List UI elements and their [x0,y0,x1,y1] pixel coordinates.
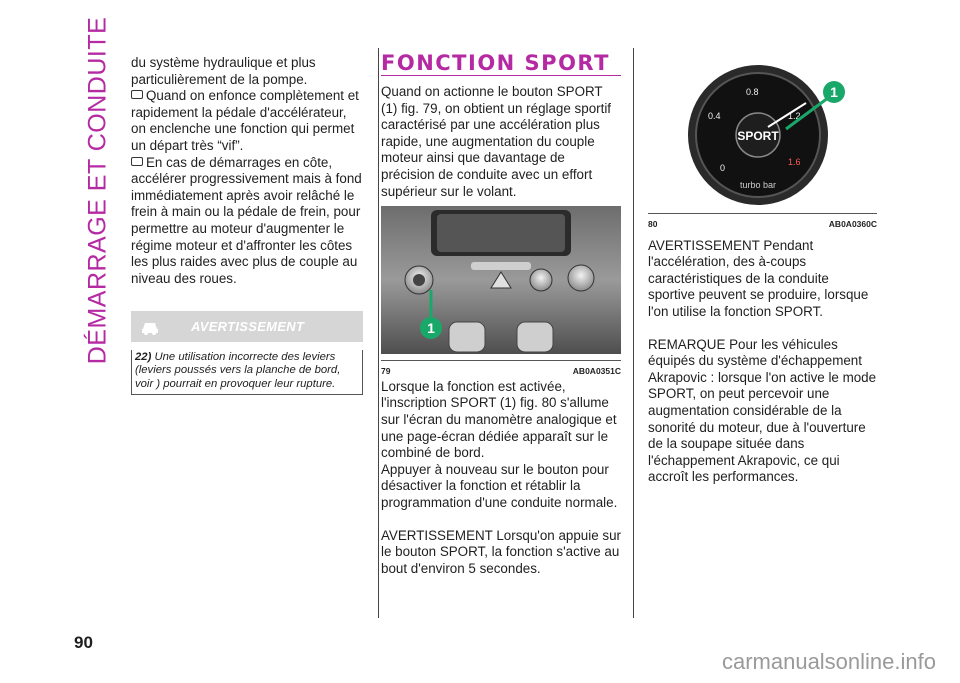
figure-79 [381,206,621,375]
gauge-sub-label: turbo bar [739,180,777,190]
paragraph: Quand on actionne le bouton SPORT (1) fig. 79, on obtient un réglage sportif caractérisé par une accélération plus rapide, une augmentation du couple moteur ainsi que davantage de précision de conduite avec un effort supérieur sur le volant. [381,84,612,199]
note-icon [131,157,143,166]
paragraph: REMARQUE Pour les véhicules équipés du système d'échappement Akrapovic : lorsque l'on active le mode SPORT, on peut percevoir une augmentation considérable de la sonorité du moteur, due à l'ouverture de la soupape située dans l'échappement Akrapovic, ce qui accroît les performances. [648,336,877,485]
figure-code: AB0A0360C [828,218,877,229]
callout-1: 1 [427,320,435,337]
car-warning-icon [139,315,161,337]
section-title-text: DÉMARRAGE ET CONDUITE [83,16,112,364]
callout-1: 1 [830,84,838,100]
figure-80 [648,59,877,228]
figure-number: 79 [381,365,391,376]
column-left [131,55,363,287]
warning-box [131,311,363,395]
column-divider [378,48,379,618]
warning-title: AVERTISSEMENT [191,319,305,334]
paragraph-bullet [131,88,363,154]
section-title-vertical [80,16,116,364]
gauge-tick-label: 0.4 [708,111,721,121]
paragraph: Appuyer à nouveau sur le bouton pour désactiver la fonction et rétablir la programmation d'une conduite normale. [381,461,618,510]
watermark: carmanualsonline.info [721,649,936,674]
paragraph: Lorsque la fonction est activée, l'inscription SPORT (1) fig. 80 s'allume sur l'écran du manomètre analogique et une page-écran dédiée apparaît sur le combiné de bord. [381,378,617,461]
figure-caption [381,360,621,375]
paragraph-bullet [131,155,363,288]
figure-number: 80 [648,218,658,229]
page-number: 90 [74,633,93,652]
paragraph: AVERTISSEMENT Lorsqu'on appuie sur le bouton SPORT, la fonction s'active au bout d'environ 5 secondes. [381,527,621,576]
warning-number: 22) [135,351,152,363]
column-divider [633,48,634,618]
warning-body [131,350,363,395]
figure-code: AB0A0351C [572,365,621,376]
dashboard-buttons-image [381,206,621,354]
warning-header [131,311,363,342]
warning-text: Une utilisation incorrecte des leviers (leviers poussés vers la planche de bord, voir ) pourrait en provoquer leur rupture. [135,351,341,390]
paragraph-text: En cas de démarrages en côte, accélérer progressivement mais à fond immédiatement après avoir relâché le frein à main ou la pédale de frein, pour permettre au moteur d'augmenter le régime moteur et d'affronter les côtes les plus raides avec plus de couple au niveau des roues. [131,154,362,286]
column-right [648,55,877,486]
gauge-tick-label: 0.8 [746,87,759,97]
gauge-sport-label: SPORT [737,129,779,143]
gauge-tick-label: 1.6 [788,157,801,167]
gauge-tick-label: 1.2 [788,111,801,121]
note-icon [131,90,143,99]
paragraph: du système hydraulique et plus particulièrement de la pompe. [131,55,316,87]
column-middle [381,51,621,577]
gauge-tick-label: 0 [720,163,726,173]
sport-gauge-image [648,59,877,207]
section-heading: FONCTION SPORT [381,51,610,75]
paragraph-text: Quand on enfonce complètement et rapidement la pédale d'accélérateur, on enclenche une fonction qui permet un départ très “vif”. [131,88,359,153]
paragraph: AVERTISSEMENT Pendant l'accélération, des à-coups caractéristiques de la conduite sportive peuvent se produire, lorsque l'on utilise la fonction SPORT. [648,237,869,319]
figure-caption [648,213,877,228]
